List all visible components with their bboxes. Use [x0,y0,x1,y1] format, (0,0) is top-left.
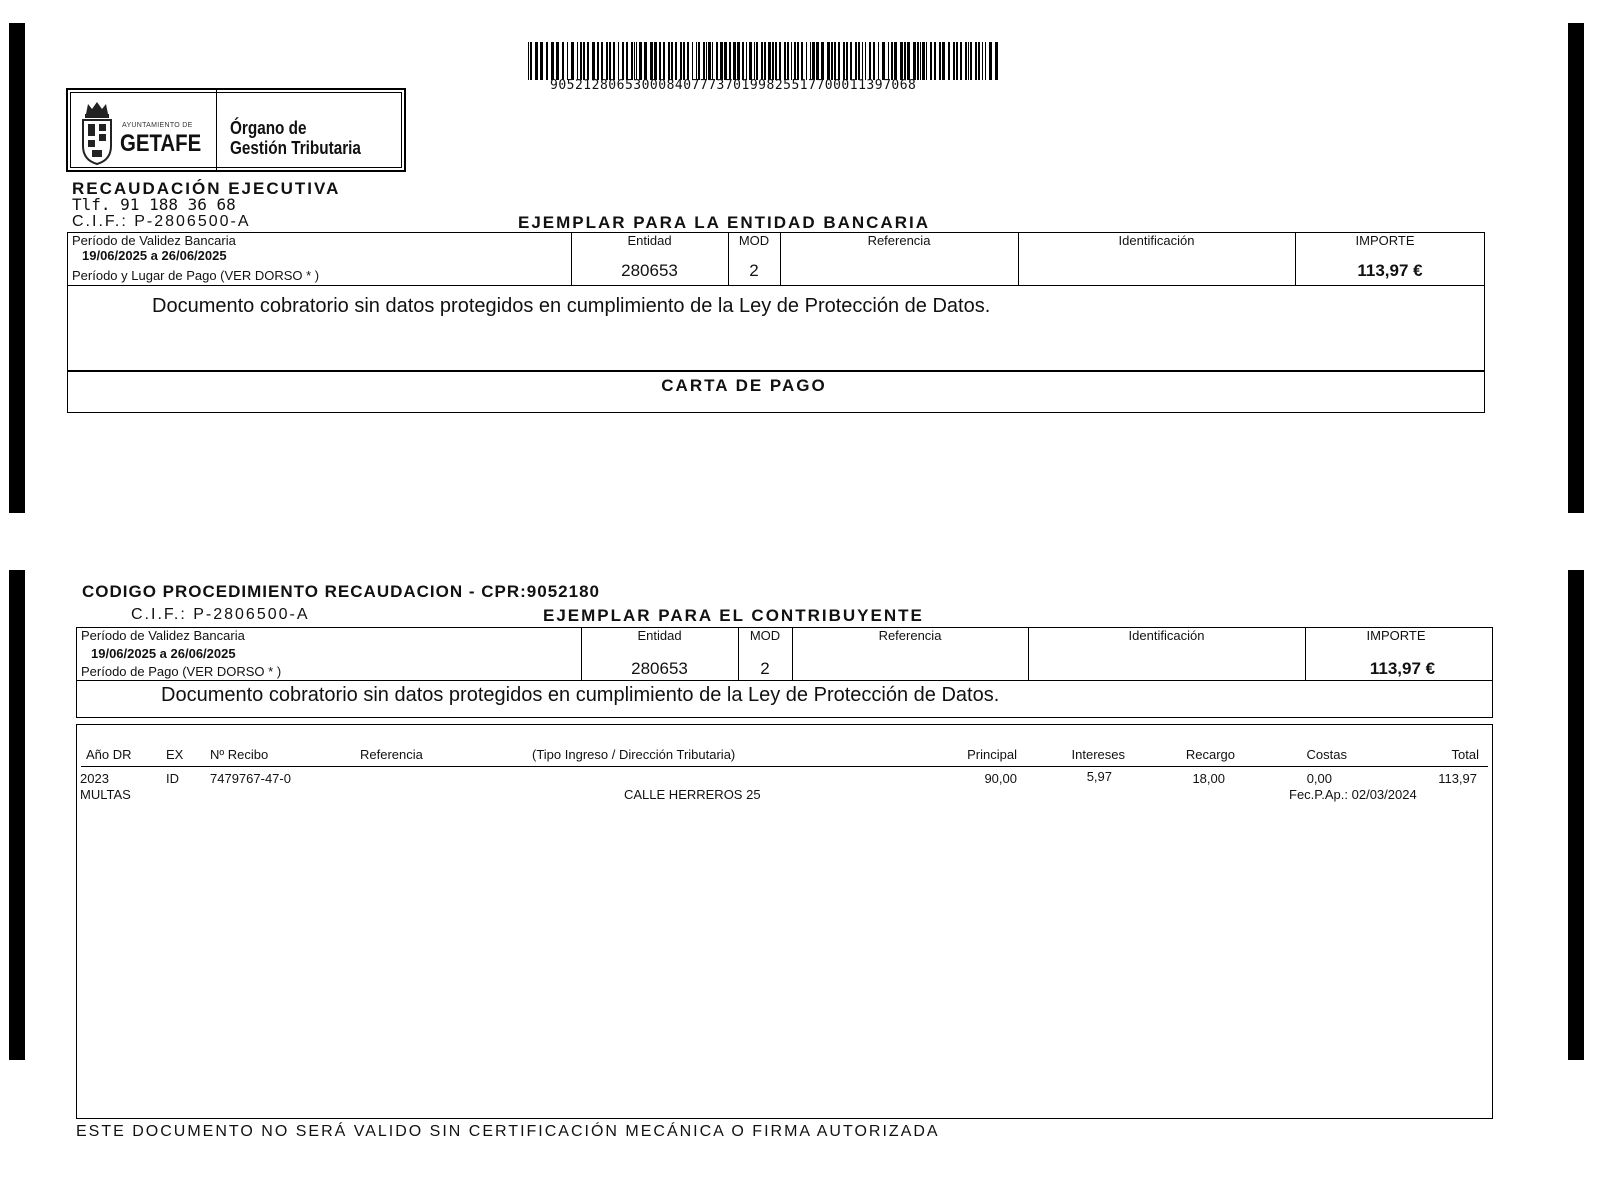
barcode-bar [706,42,707,80]
barcode-bar [775,42,777,80]
barcode-bar [850,42,852,80]
barcode-bar [810,42,811,80]
barcode-bar [654,42,657,80]
barcode-bar [948,42,950,80]
detail-table [76,724,1493,1119]
row-interest: 5,97 [1086,769,1112,784]
barcode-bar [784,42,786,80]
barcode-bar [618,42,619,80]
barcode-bar [754,42,755,80]
col-header-total: Total [1451,747,1479,762]
office-cif: C.I.F.: P-2806500-A [72,213,251,230]
bank-copy-table [67,232,1485,413]
barcode-bar [922,42,925,80]
barcode [528,42,1000,92]
barcode-bar [816,42,819,80]
col-header-reference: Referencia [360,747,423,762]
barcode-bar [592,42,595,80]
barcode-bar [634,42,635,80]
barcode-bar [968,42,969,80]
barcode-bar [692,42,693,80]
barcode-bar [756,42,758,80]
barcode-bar [729,42,731,80]
barcode-bar [764,42,766,80]
bank-validity-dates: 19/06/2025 a 26/06/2025 [82,248,227,263]
row-category: MULTAS [80,787,131,802]
barcode-bar [869,42,871,80]
barcode-bar [858,42,860,80]
left-margin-bar-top [9,23,25,513]
col-header-principal: Principal [967,747,1017,762]
col-header-costs: Costas [1306,747,1347,762]
barcode-bar [551,42,554,80]
taxpayer-copy-title: EJEMPLAR PARA EL CONTRIBUYENTE [543,606,924,625]
barcode-bar [528,42,529,80]
barcode-bar [567,42,568,80]
barcode-bar [978,42,980,80]
barcode-bar [577,42,578,80]
bank-header-row [68,233,1484,286]
barcode-bar [742,42,744,80]
barcode-bar [680,42,682,80]
barcode-bar [900,42,903,80]
barcode-bar [970,42,972,80]
barcode-bar [535,42,538,80]
barcode-bar [934,42,936,80]
barcode-bar [556,42,559,80]
row-receipt: 7479767-47-0 [210,771,291,786]
barcode-bar [749,42,752,80]
barcode-bar [530,42,532,80]
barcode-bar [712,42,713,80]
barcode-bar [668,42,670,80]
bank-data-protection-notice: Documento cobratorio sin datos protegidos en cumplimiento de la Ley de Protección de Datos. [152,295,991,317]
barcode-number: 90521280653000840777370199825517700011397068 [550,78,917,93]
barcode-bar [831,42,833,80]
barcode-bar [601,42,603,80]
barcode-bar [779,42,781,80]
barcode-bar [698,42,700,80]
barcode-bar [882,42,885,80]
bank-importe-value: 113,97 € [1357,261,1423,280]
row-ex: ID [166,771,179,786]
barcode-bar [583,42,585,80]
barcode-bar [982,42,983,80]
col-header-type: (Tipo Ingreso / Dirección Tributaria) [532,747,736,762]
barcode-bar [650,42,653,80]
header-underline [81,766,1488,767]
logo-organ-line1: Órgano de [230,118,307,138]
coat-of-arms-icon [80,100,114,166]
col-header-ex: EX [166,747,184,762]
row-costs: 0,00 [1306,771,1332,786]
barcode-bar [995,42,998,80]
office-phone: Tlf. 91 188 36 68 [72,195,236,214]
taxpayer-header-row [77,628,1492,681]
taxpayer-entidad-value: 280653 [631,659,688,678]
logo-organ-line2: Gestión Tributaria [230,138,361,158]
barcode-bar [716,42,718,80]
bank-entidad-label: Entidad [627,233,672,248]
barcode-bar [975,42,977,80]
barcode-bar [631,42,633,80]
barcode-bar [953,42,955,80]
barcode-bar [606,42,608,80]
barcode-bar [939,42,941,80]
barcode-bar [622,42,624,80]
barcode-bar [846,42,848,80]
barcode-bar [827,42,830,80]
bank-referencia-label: Referencia [867,233,931,248]
taxpayer-identificacion-label: Identificación [1128,628,1205,643]
barcode-bar [926,42,927,80]
barcode-bar [904,42,906,80]
barcode-bar [636,42,637,80]
row-surcharge: 18,00 [1192,771,1225,786]
barcode-bar [639,42,642,80]
barcode-bar [733,42,736,80]
barcode-bar [942,42,945,80]
row-address: CALLE HERREROS 25 [624,787,761,802]
taxpayer-referencia-label: Referencia [878,628,942,643]
taxpayer-importe-label: IMPORTE [1366,628,1426,643]
cpr-code: CODIGO PROCEDIMIENTO RECAUDACION - CPR:9052180 [82,582,600,601]
row-total: 113,97 [1438,771,1477,786]
barcode-bar [571,42,574,80]
row-principal: 90,00 [984,771,1017,786]
barcode-bar [580,42,582,80]
bank-payment-place-label: Período y Lugar de Pago (VER DORSO * ) [72,268,320,283]
barcode-bar [746,42,747,80]
barcode-bar [989,42,992,80]
right-margin-bar-bottom [1568,570,1584,1060]
bank-copy-title: EJEMPLAR PARA LA ENTIDAD BANCARIA [518,213,930,232]
col-header-surcharge: Recargo [1185,747,1235,762]
barcode-bar [724,42,727,80]
barcode-bar [888,42,889,80]
barcode-bar [609,42,611,80]
barcode-bar [768,42,771,80]
barcode-bar [675,42,677,80]
taxpayer-copy-table [76,627,1493,718]
barcode-bar [843,42,845,80]
barcode-bar [597,42,599,80]
barcode-bar [913,42,916,80]
barcode-bar [907,42,910,80]
barcode-bar [546,42,548,80]
barcode-bar [806,42,807,80]
taxpayer-validity-dates: 19/06/2025 a 26/06/2025 [91,646,236,661]
barcode-bar [761,42,763,80]
barcode-bar [797,42,799,80]
barcode-bar [613,42,615,80]
taxpayer-importe-value: 113,97 € [1369,659,1436,678]
col-header-receipt: Nº Recibo [210,747,269,762]
barcode-bar [791,42,792,80]
barcode-bar [737,42,740,80]
barcode-bar [865,42,866,80]
bank-mod-label: MOD [738,233,770,248]
barcode-bar [663,42,665,80]
barcode-bar [878,42,879,80]
barcode-bar [794,42,796,80]
taxpayer-mod-value: 2 [760,659,770,678]
barcode-bar [787,42,789,80]
barcode-bar [821,42,824,80]
barcode-bar [985,42,986,80]
barcode-bar [644,42,647,80]
barcode-bar [696,42,697,80]
barcode-bar [562,42,564,80]
footer-notice: ESTE DOCUMENTO NO SERÁ VALIDO SIN CERTIFICACIÓN MECÁNICA O FIRMA AUTORIZADA [76,1123,940,1140]
bank-validity-label: Período de Validez Bancaria [72,233,236,248]
bank-entidad-value: 280653 [621,261,678,280]
taxpayer-entidad-label: Entidad [637,628,682,643]
barcode-bar [801,42,803,80]
barcode-bar [920,42,921,80]
logo-municipality: GETAFE [120,130,202,157]
barcode-bar [659,42,661,80]
col-header-year: Año DR [86,747,132,762]
barcode-bar [960,42,962,80]
barcode-bar [838,42,840,80]
col-header-interest: Intereses [1071,747,1125,762]
barcode-bar [891,42,893,80]
barcode-bar [965,42,967,80]
bank-importe-label: IMPORTE [1355,233,1415,248]
barcode-bars [528,42,1000,80]
taxpayer-cif: C.I.F.: P-2806500-A [131,606,310,623]
barcode-bar [855,42,857,80]
taxpayer-data-protection-notice: Documento cobratorio sin datos protegidos en cumplimiento de la Ley de Protección de Datos. [161,684,1000,706]
barcode-bar [812,42,815,80]
barcode-bar [587,42,589,80]
barcode-bar [708,42,711,80]
barcode-bar [626,42,628,80]
barcode-bar [862,42,863,80]
taxpayer-payment-label: Período de Pago (VER DORSO * ) [81,664,282,679]
right-margin-bar-top [1568,23,1584,513]
barcode-bar [772,42,774,80]
logo-box [66,88,406,172]
barcode-bar [917,42,919,80]
barcode-bar [834,42,836,80]
barcode-bar [720,42,723,80]
carta-de-pago: CARTA DE PAGO [661,376,827,395]
logo-municipality-prefix: AYUNTAMIENTO DE [122,122,193,129]
barcode-bar [687,42,689,80]
row-fec: Fec.P.Ap.: 02/03/2024 [1289,787,1417,802]
bank-identificacion-label: Identificación [1118,233,1195,248]
barcode-bar [873,42,875,80]
barcode-bar [671,42,673,80]
bank-mod-value: 2 [749,261,759,280]
logo-divider [216,90,217,170]
row-year: 2023 [80,771,109,786]
taxpayer-validity-label: Período de Validez Bancaria [81,628,245,643]
barcode-bar [683,42,685,80]
office-title: RECAUDACIÓN EJECUTIVA [72,179,341,198]
barcode-bar [703,42,705,80]
barcode-bar [540,42,543,80]
barcode-bar [930,42,932,80]
taxpayer-mod-label: MOD [749,628,781,643]
bank-carta-divider [68,370,1484,372]
barcode-bar [894,42,897,80]
barcode-bar [956,42,958,80]
left-margin-bar-bottom [9,570,25,1060]
